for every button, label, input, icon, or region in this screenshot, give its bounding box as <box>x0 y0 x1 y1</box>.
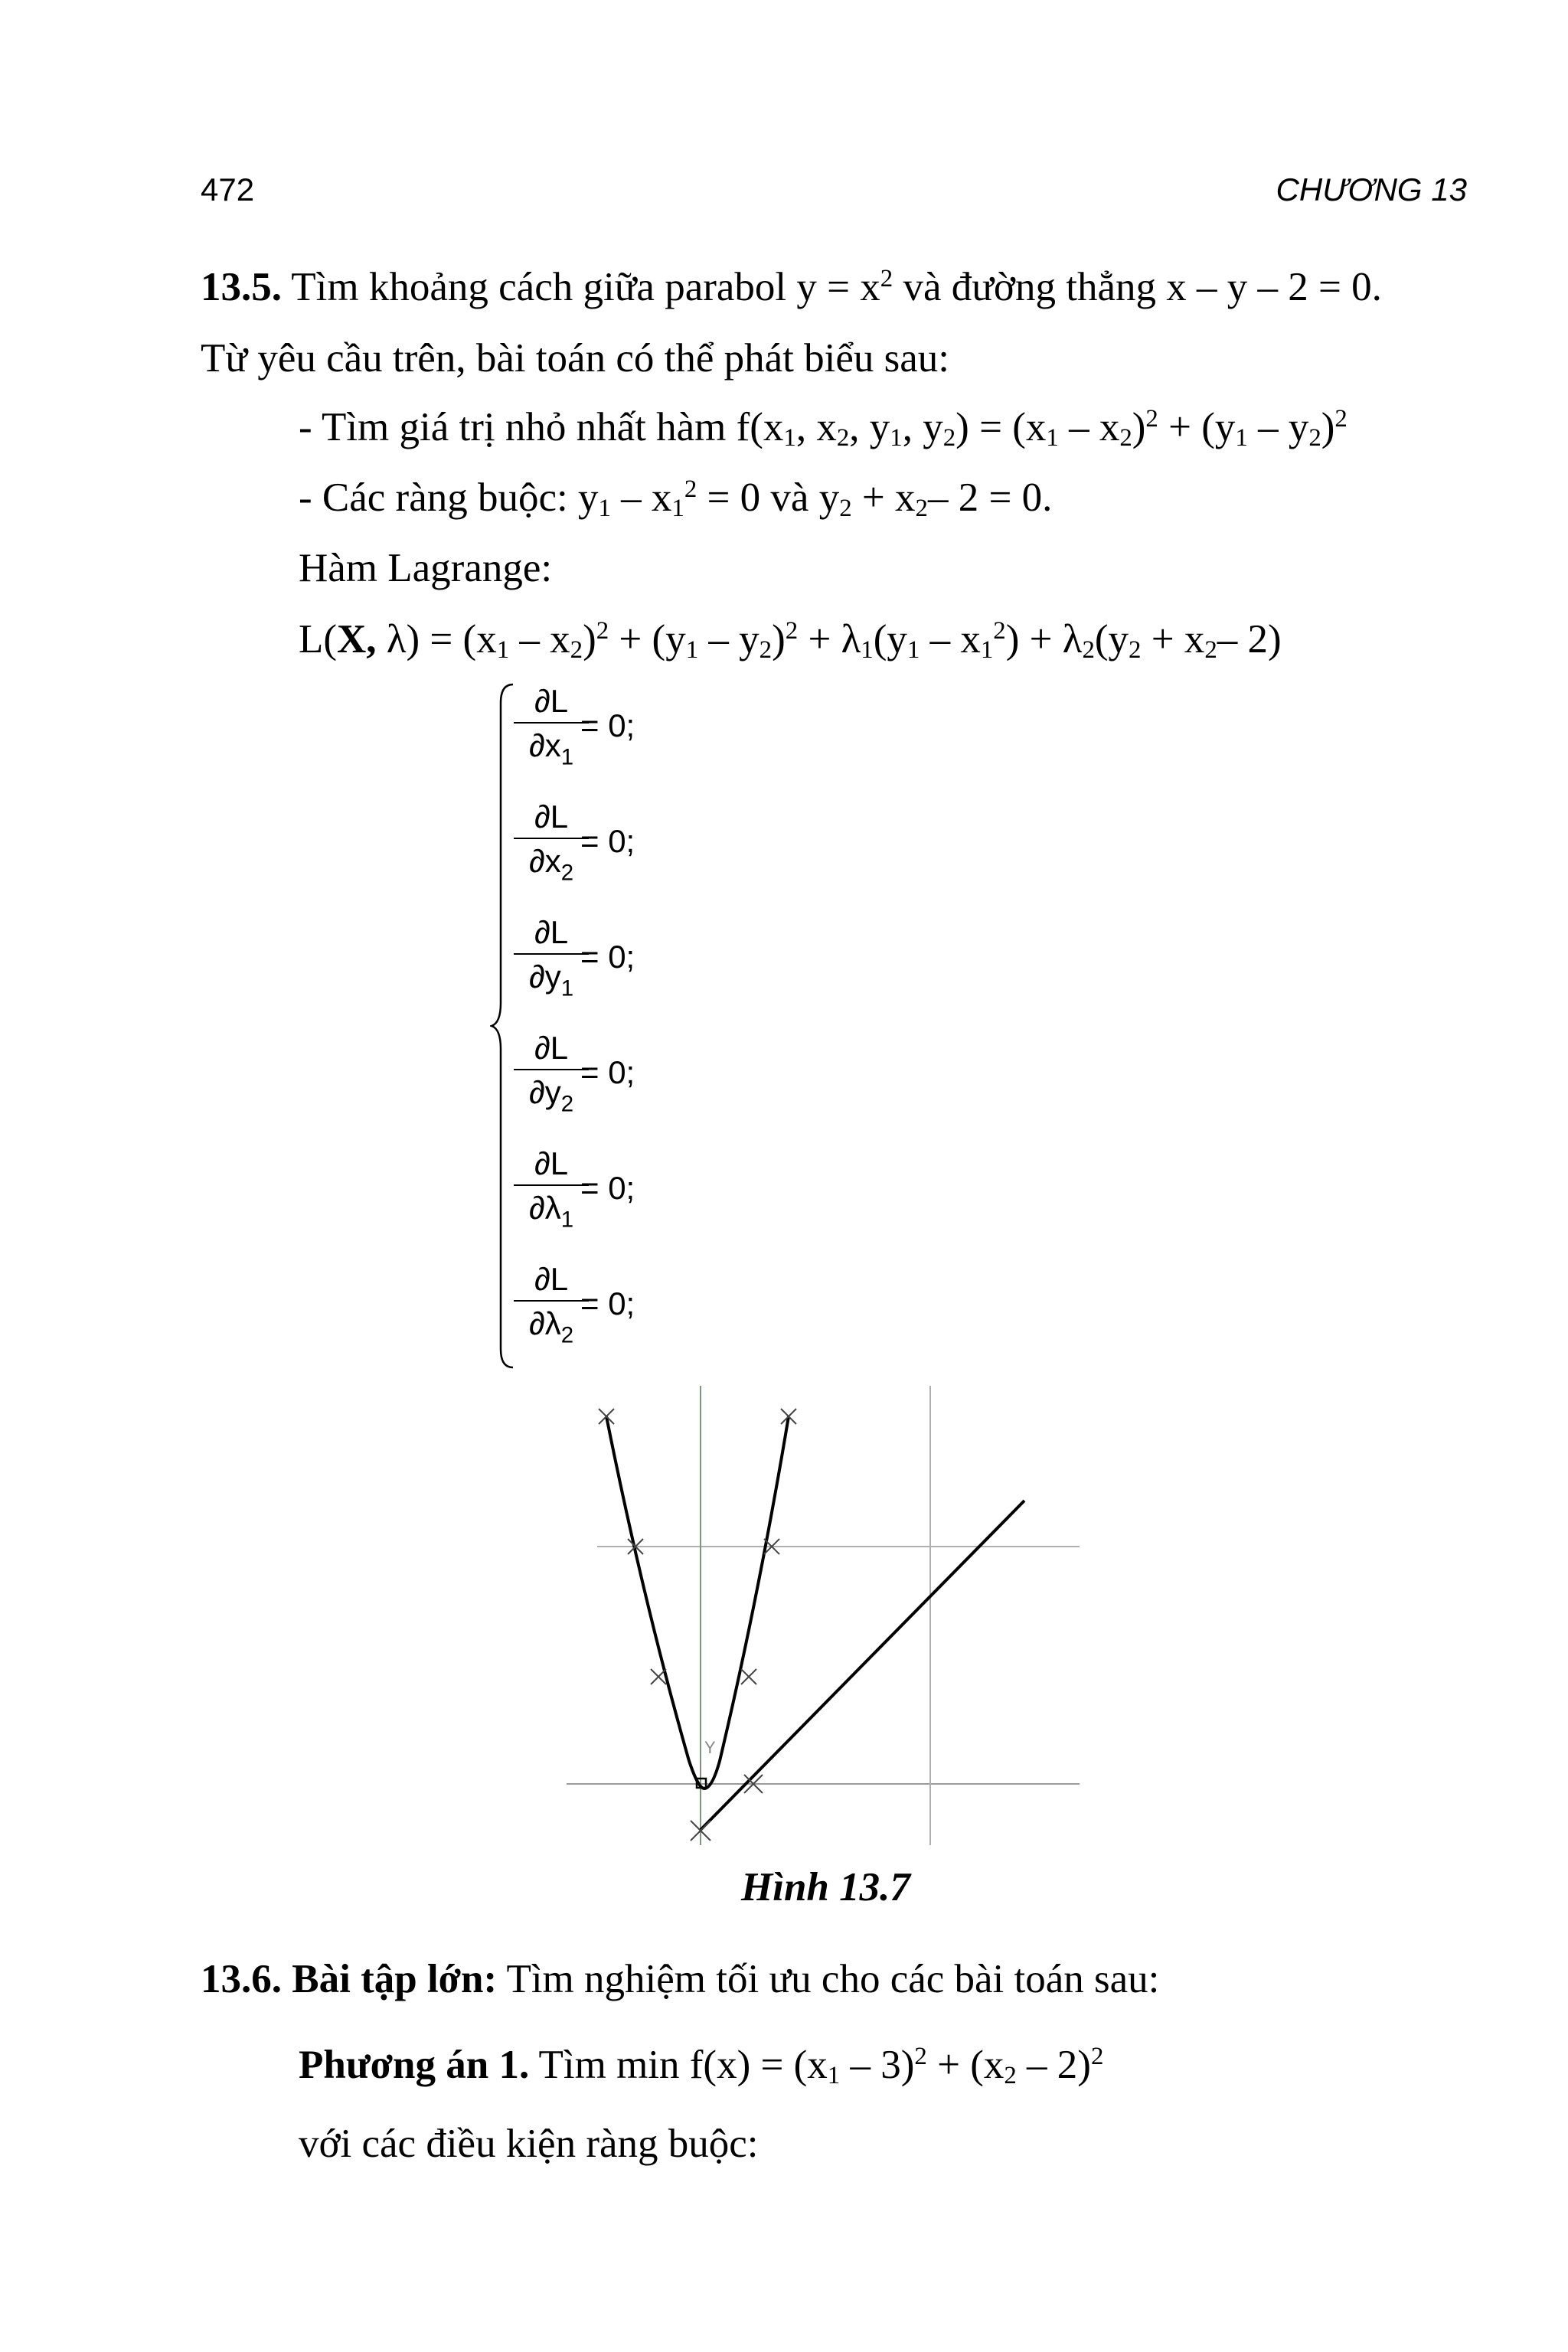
problem-13-5-statement: 13.5. Tìm khoảng cách giữa parabol $y = x^2$ và đường thẳng x – y – 2 = 0. <box>201 264 1382 309</box>
problem-number: 13.6. <box>201 1957 282 2001</box>
partial-derivative-x1: ∂L $\partial x_1$ <box>509 684 593 763</box>
lagrange-function: L(X, $\lambda) = (x_1 - x_2)^2 + (y_1 - y_2)^2 + \lambda_1(y_1 - x_1^2) + \lambda_2(y_2 + x_2-$ 2) <box>299 616 1282 665</box>
equals-zero: = 0; <box>580 1285 635 1321</box>
chapter-title: CHƯƠNG 13 <box>1276 172 1467 207</box>
partial-derivative-lambda2: ∂L $\partial\lambda_2$ <box>509 1262 593 1341</box>
axis-label-y: Y <box>704 1738 716 1757</box>
page-number: 472 <box>201 172 255 207</box>
equals-zero: = 0; <box>580 1054 635 1090</box>
figure-caption: Hình 13.7 <box>741 1865 910 1909</box>
restatement: Từ yêu cầu trên, bài toán có thể phát biểu sau: <box>201 336 949 381</box>
partial-derivative-y1: ∂L $\partial y_1$ <box>509 915 593 995</box>
equals-zero: = 0; <box>580 823 635 859</box>
constraints: - Các ràng buộc: $y_1 - x_1^2 = 0$ và $y_2 + x_2-$ 2 = 0. <box>299 475 1053 523</box>
problem-13-6-heading: 13.6. Bài tập lớn: Tìm nghiệm tối ưu cho các bài toán sau: <box>201 1957 1160 2001</box>
equals-zero: = 0; <box>580 939 635 975</box>
equals-zero: = 0; <box>580 707 635 743</box>
objective-function: - Tìm giá trị nhỏ nhất hàm $f(x_1$, $x_2$, $y_1$, $y_2) = (x_1 - x_2)^2 + (y_1 - y_2)^2$ <box>299 404 1348 452</box>
problem-number: 13.5. <box>201 265 282 309</box>
partial-derivative-lambda1: ∂L $\partial\lambda_1$ <box>509 1146 593 1226</box>
lagrange-heading: Hàm Lagrange: <box>299 546 553 590</box>
equals-zero: = 0; <box>580 1170 635 1206</box>
point-markers <box>599 1409 796 1841</box>
partial-derivative-x2: ∂L $\partial x_2$ <box>509 799 593 879</box>
partial-derivative-y2: ∂L $\partial y_2$ <box>509 1031 593 1110</box>
figure-13-7 <box>567 1370 1087 1860</box>
parabola-curve <box>606 1416 789 1788</box>
option-1-constraints-label: với các điều kiện ràng buộc: <box>299 2122 759 2166</box>
option-1-objective: Phương án 1. Tìm $\min f(x) = (x_1 - 3)^2 + (x_2 - 2)^2$ <box>299 2042 1104 2090</box>
